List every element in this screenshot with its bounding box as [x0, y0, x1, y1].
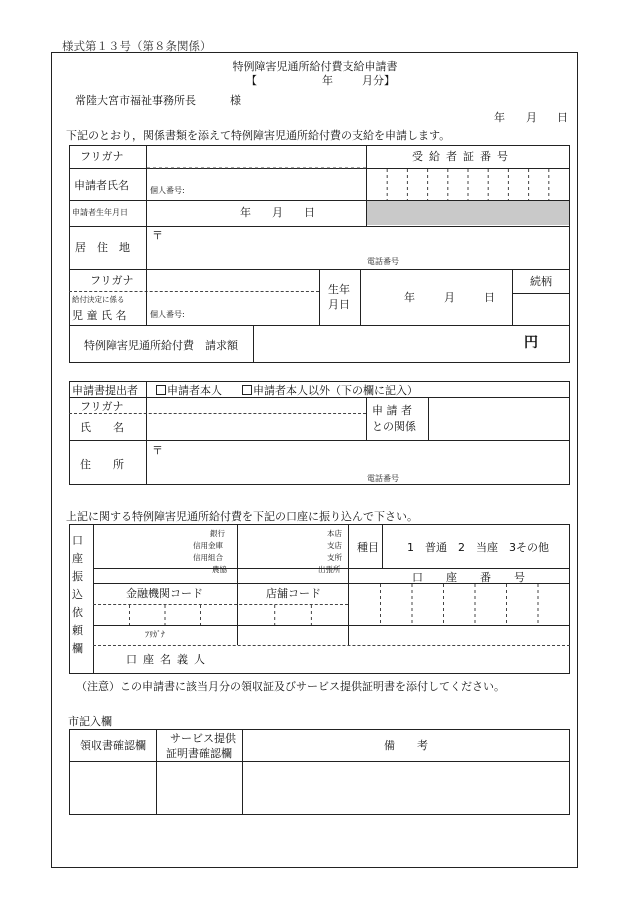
- relation-label: 続柄: [530, 275, 552, 288]
- submitter-postal-mark: 〒: [152, 444, 163, 457]
- address-label: 居 住 地: [75, 241, 130, 254]
- birth-year-label: 年: [240, 206, 251, 219]
- form-title: 特例障害児通所給付費支給申請書: [232, 60, 398, 73]
- birth-month-label: 月: [272, 206, 283, 219]
- honorific: 様: [230, 94, 241, 107]
- submitter-address-label: 住 所: [80, 458, 124, 471]
- branch-type-honten: 本店: [327, 529, 342, 538]
- branch-type-shiten: 支店: [327, 541, 342, 550]
- applicant-name-label: 申請者氏名: [74, 179, 129, 192]
- bank-type-noukyo: 農協: [212, 565, 227, 574]
- postal-mark: 〒: [152, 229, 163, 242]
- remarks-label: 備 考: [384, 739, 428, 752]
- intro-text: 下記のとおり，関係書類を添えて特例障害児通所給付費の支給を申請します。: [66, 129, 451, 142]
- service-check-line2: 証明書確認欄: [166, 747, 232, 760]
- submitter-other-option[interactable]: 申請者本人以外（下の欄に記入）: [242, 385, 418, 396]
- subtitle-month: 月分】: [362, 74, 395, 87]
- account-kinds[interactable]: 1 普通 2 当座 3その他: [407, 541, 549, 554]
- account-number-label: 口 座 番 号: [412, 571, 531, 584]
- transfer-intro: 上記に関する特例障害児通所給付費を下記の口座に振り込んで下さい。: [66, 510, 418, 523]
- subtitle-bracket: 【: [246, 74, 257, 87]
- phone-label: 電話番号: [367, 257, 399, 266]
- bank-type-bank: 銀行: [210, 529, 225, 538]
- applicant-furigana-label: フリガナ: [80, 150, 124, 163]
- service-check-line1: サービス提供: [170, 732, 236, 745]
- child-label-line2: 児 童 氏 名: [72, 309, 127, 322]
- child-personal-number-label: 個人番号:: [150, 310, 185, 319]
- child-furigana-label: フリガナ: [90, 274, 134, 287]
- birth-day-label: 日: [304, 206, 315, 219]
- branch-code-label: 店舗コード: [266, 587, 321, 600]
- claim-label: 特例障害児通所給付費 請求額: [84, 339, 238, 352]
- child-label-line1: 給付決定に係る: [72, 295, 125, 304]
- cert-number-label: 受給者証番号: [412, 150, 514, 163]
- account-kind-label: 種目: [357, 541, 379, 554]
- attachment-note: （注意）この申請書に該当月分の領収証及びサービス提供証明書を添付してください。: [76, 680, 505, 693]
- child-birth-year: 年: [404, 291, 415, 304]
- submitter-phone-label: 電話番号: [367, 474, 399, 483]
- relation-line2: との関係: [372, 420, 416, 433]
- submitter-furigana-label: フリガナ: [80, 400, 124, 413]
- date-month: 月: [526, 111, 537, 124]
- yen-unit: 円: [524, 335, 538, 351]
- applicant-birth-label: 申請者生年月日: [72, 208, 128, 217]
- recipient: 常陸大宮市福祉事務所長: [75, 94, 196, 107]
- relation-line1: 申 請 者: [372, 404, 412, 417]
- branch-type-shutchojo: 出張所: [318, 565, 341, 574]
- bank-side-label: 口座振込依頼欄: [72, 534, 83, 655]
- child-birth-line1: 生年: [328, 283, 350, 296]
- receipt-check-label: 領収書確認欄: [80, 739, 146, 752]
- institution-code-label: 金融機関コード: [126, 587, 203, 600]
- date-day: 日: [557, 111, 568, 124]
- submitter-label: 申請書提出者: [72, 384, 138, 397]
- date-year: 年: [494, 111, 505, 124]
- submitter-name-label: 氏 名: [80, 421, 124, 434]
- applicant-personal-number-label: 個人番号:: [150, 186, 185, 195]
- submitter-self-option[interactable]: 申請者本人: [156, 385, 222, 396]
- holder-furigana-label: ﾌﾘｶﾞﾅ: [145, 630, 165, 639]
- bank-type-shinkin: 信用金庫: [193, 541, 223, 550]
- bank-type-kumiai: 信用組合: [193, 553, 223, 562]
- holder-label: 口座名義人: [126, 653, 211, 666]
- form-number: 様式第１３号（第８条関係）: [62, 39, 212, 53]
- child-birth-line2: 月日: [328, 298, 350, 311]
- child-birth-month: 月: [444, 291, 455, 304]
- branch-type-shisho: 支所: [327, 553, 342, 562]
- office-use-label: 市記入欄: [68, 715, 112, 728]
- child-birth-day: 日: [484, 291, 495, 304]
- subtitle-year: 年: [322, 74, 333, 87]
